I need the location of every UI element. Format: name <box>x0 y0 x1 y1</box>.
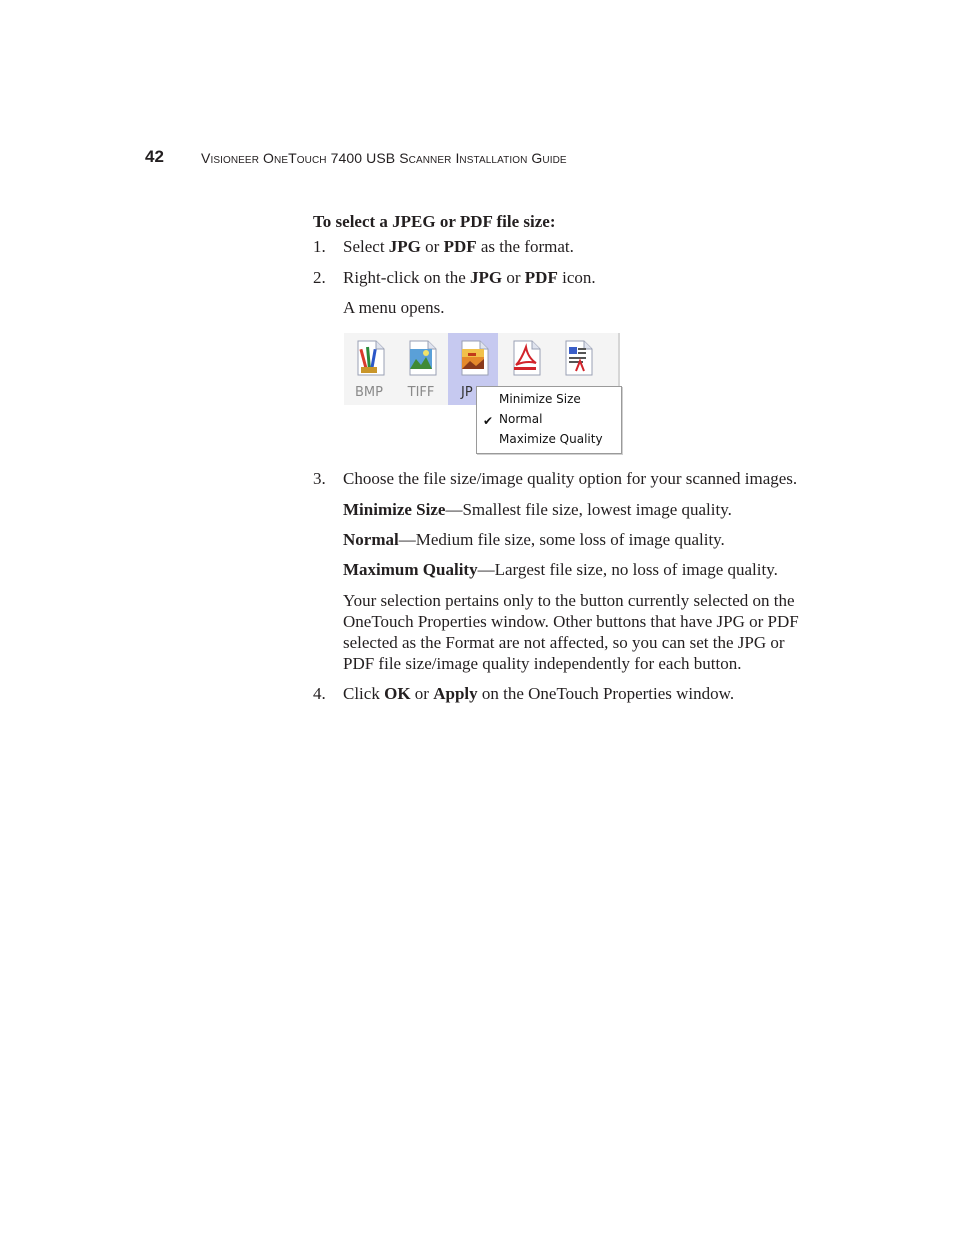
format-menu-screenshot <box>344 333 624 455</box>
format-button-bmp[interactable] <box>344 333 394 405</box>
checkmark-icon: ✔ <box>483 414 494 428</box>
option-maximum-quality: Maximum Quality—Largest file size, no loss of image quality. <box>343 560 778 579</box>
text-format-file-icon <box>562 339 594 377</box>
step-number: 2. <box>313 268 326 287</box>
section-heading: To select a JPEG or PDF file size: <box>313 212 556 231</box>
step-text: Right-click on the JPG or PDF icon. <box>343 268 596 287</box>
step-text: Choose the file size/image quality option for your scanned images. <box>343 469 798 488</box>
step-text: Select JPG or PDF as the format. <box>343 237 574 256</box>
menu-item-minimize-size[interactable]: Minimize Size <box>499 392 581 406</box>
context-menu <box>476 386 622 454</box>
option-minimize-size: Minimize Size—Smallest file size, lowest image quality. <box>343 500 732 519</box>
menu-item-normal[interactable]: Normal <box>499 412 543 426</box>
step-number: 1. <box>313 237 326 256</box>
page-number: 42 <box>145 147 164 166</box>
step-number: 4. <box>313 684 326 703</box>
tiff-file-icon <box>406 339 438 377</box>
step-text: Click OK or Apply on the OneTouch Properties window. <box>343 684 735 703</box>
option-normal: Normal—Medium file size, some loss of image quality. <box>343 530 725 549</box>
explanation-paragraph: Your selection pertains only to the button currently selected on the OneTouch Properties window. Other buttons that have JPG or PDF selected as the Format are not affected, so you can set the JPG or PDF file size/image quality independently for each button. <box>343 591 799 673</box>
running-title: Visioneer OneTouch 7400 USB Scanner Installation Guide <box>201 150 567 166</box>
step-2-note: A menu opens. <box>343 298 445 317</box>
running-header <box>0 146 954 170</box>
format-label: BMP <box>355 385 383 400</box>
format-label: JP <box>461 385 473 400</box>
jpg-file-icon <box>458 339 490 377</box>
format-label: TIFF <box>407 385 435 400</box>
pdf-file-icon <box>510 339 542 377</box>
format-button-tiff[interactable] <box>396 333 446 405</box>
step-number: 3. <box>313 469 326 488</box>
menu-item-maximize-quality[interactable]: Maximize Quality <box>499 432 603 446</box>
bmp-file-icon <box>354 339 386 377</box>
